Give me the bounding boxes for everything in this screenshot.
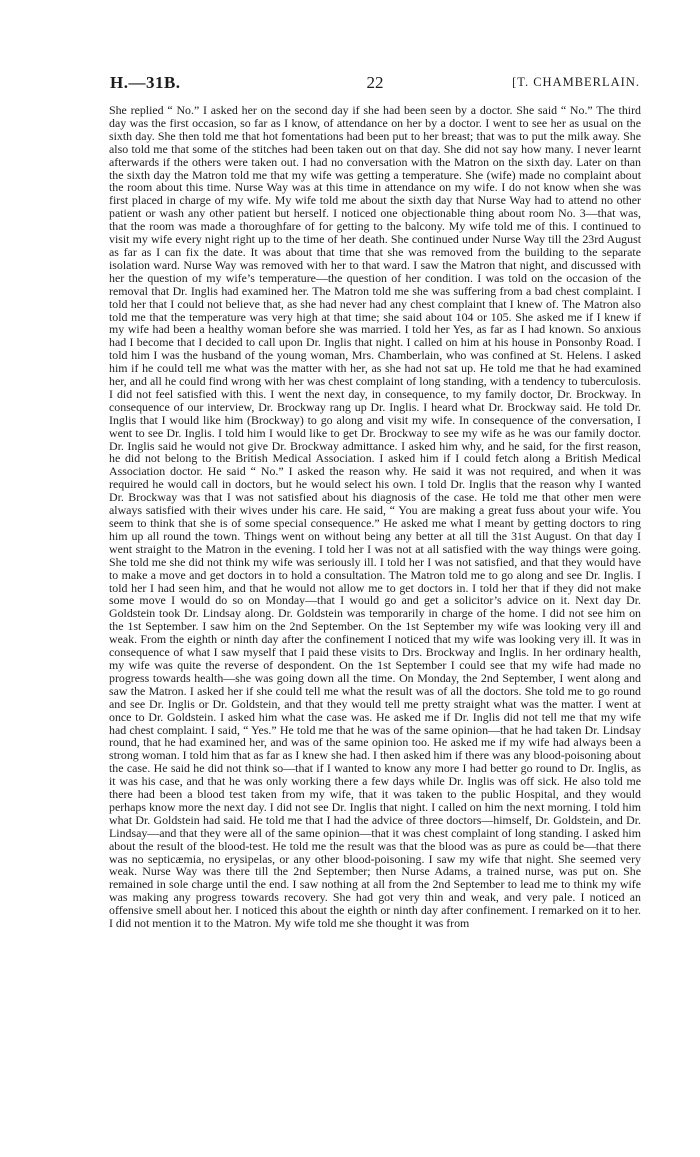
page-header: [110, 73, 640, 95]
running-title: [T. CHAMBERLAIN.: [512, 75, 640, 89]
page-number: 22: [366, 73, 384, 92]
document-reference: H.—31B.: [110, 73, 181, 92]
body-paragraph: She replied “ No.” I asked her on the second day if she had been seen by a doctor. She said “ No.” The third day was the first occasion, so far as I know, of attendance on her by a doctor. I went to see her as usual on the sixth day. She then told me that hot fomentations had been put to her breast; that was to put the milk away. She also told me that some of the stitches had been taken out on that day. She did not say how many. I never learnt afterwards if the others were taken out. I had no conversation with the Matron on the sixth day. Later on than the sixth day the Matron told me that my wife was getting a temperature. She (wife) made no complaint about the room about this time. Nurse Way was at this time in attendance on my wife. I do not know when she was first placed in charge of my wife. My wife told me about the sixth day that Nurse Way had to attend no other patient or wash any other patient but herself. I noticed one objectionable thing about room No. 3—that was, that the room was made a thoroughfare of for getting to the balcony. My wife told me of this. I continued to visit my wife every night right up to the time of her death. She continued under Nurse Way till the 23rd August as far as I can fix the date. It was about that time that she was removed from the building to the separate isolation ward. Nurse Way was removed with her to that ward. I saw the Matron that night, and discussed with her the question of my wife’s temperature—the question of her condition. I was told on the occasion of the removal that Dr. Inglis had examined her. The Matron told me she was suffering from a bad chest complaint. I told her that I could not believe that, as she had never had any chest complaint that I knew of. The Matron also told me that the temperature was very high at that time; she said about 104 or 105. She asked me if I knew if my wife had been a healthy woman before she was married. I told her Yes, as far as I had known. So anxious had I become that I decided to call upon Dr. Inglis that night. I called on him at his house in Ponsonby Road. I told him I was the husband of the young woman, Mrs. Chamberlain, who was confined at St. Helens. I asked him if he could tell me what was the matter with her, as she had not sat up. He told me that he had examined her, and all he could find wrong with her was chest complaint of long standing, with a tendency to tuberculosis. I did not feel satisfied with this. I went the next day, in consequence, to my family doctor, Dr. Brockway. In consequence of our interview, Dr. Brockway rang up Dr. Inglis. I heard what Dr. Brockway said. He told Dr. Inglis that I would like him (Brockway) to go along and visit my wife. In consequence of the conversation, I went to see Dr. Inglis. I told him I would like to get Dr. Brockway to see my wife as he was our family doctor. Dr. Inglis said he would not give Dr. Brockway admittance. I asked him why, and he said, for the first reason, he did not belong to the British Medical Association. I asked him if I could fetch along a British Medical Association doctor. He said “ No.” I asked the reason why. He said it was not required, and when it was required he would call in doctors, but he would select his own. I told Dr. Inglis that the reason why I wanted Dr. Brockway was that I was not satisfied about his diagnosis of the case. He told me that other men were always satisfied with their wives under his care. He said, “ You are making a great fuss about your wife. You seem to think that she is of some special consequence.” He asked me what I meant by getting doctors to ring him up all round the town. Things went on without being any better at all till the 31st August. On that day I went straight to the Matron in the evening. I told her I was not at all satisfied with the way things were going. She told me she did not think my wife was seriously ill. I told her I was not satisfied, and that they would have to make a move and get doctors in to hold a consultation. The Matron told me to go along and see Dr. Inglis. I told her I had seen him, and that he would not allow me to get doctors in. I told her that if they did not make some move I would do so on Monday—that I would go and get a solicitor’s advice on it. Next day Dr. Goldstein took Dr. Lindsay along. Dr. Goldstein was temporarily in charge of the home. I did not see him on the 1st September. I saw him on the 2nd September. On the 1st September my wife was looking very ill and weak. From the eighth or ninth day after the confinement I noticed that my wife was looking very ill. It was in consequence of what I saw myself that I paid these visits to Drs. Brockway and Inglis. In her ordinary health, my wife was quite the reverse of despondent. On the 1st September I could see that my wife had made no progress towards health—she was going down all the time. On Monday, the 2nd September, I went along and saw the Matron. I asked her if she could tell me what the result was of all the doctors. She told me to go round and see Dr. Inglis or Dr. Goldstein, and that they would tell me pretty straight what was the matter. I went at once to Dr. Goldstein. I asked him what the case was. He asked me if Dr. Inglis did not tell me that my wife had chest complaint. I said, “ Yes.” He told me that he was of the same opinion—that he had taken Dr. Lindsay round, that he had examined her, and was of the same opinion too. He asked me if my wife had always been a strong woman. I told him that as far as I knew she had. I then asked him if there was any blood-poisoning about the case. He said he did not think so—that if I wanted to know any more I had better go round to Dr. Inglis, as it was his case, and that he was only working there a few days while Dr. Inglis was off sick. He also told me there had been a blood test taken from my wife, that it was taken to the public Hospital, and they would perhaps know more the next day. I did not see Dr. Inglis that night. I called on him the next morning. I told him what Dr. Goldstein had said. He told me that I had the advice of three doctors—himself, Dr. Goldstein, and Dr. Lindsay—and that they were all of the same opinion—that it was chest complaint of long standing. I asked him about the result of the blood-test. He told me the result was that the blood was as pure as could be—that there was no septicæmia, no erysipelas, or any other blood-poisoning. I saw my wife that night. She seemed very weak. Nurse Way was there till the 2nd September; then Nurse Adams, a trained nurse, was put on. She remained in sole charge until the end. I saw nothing at all from the 2nd September to lead me to think my wife was making any progress towards recovery. She had got very thin and weak, and very pale. I noticed an offensive smell about her. I noticed this about the eighth or ninth day after confinement. I remarked on it to her. I did not mention it to the Matron. My wife told me she thought it was from: [109, 103, 641, 931]
